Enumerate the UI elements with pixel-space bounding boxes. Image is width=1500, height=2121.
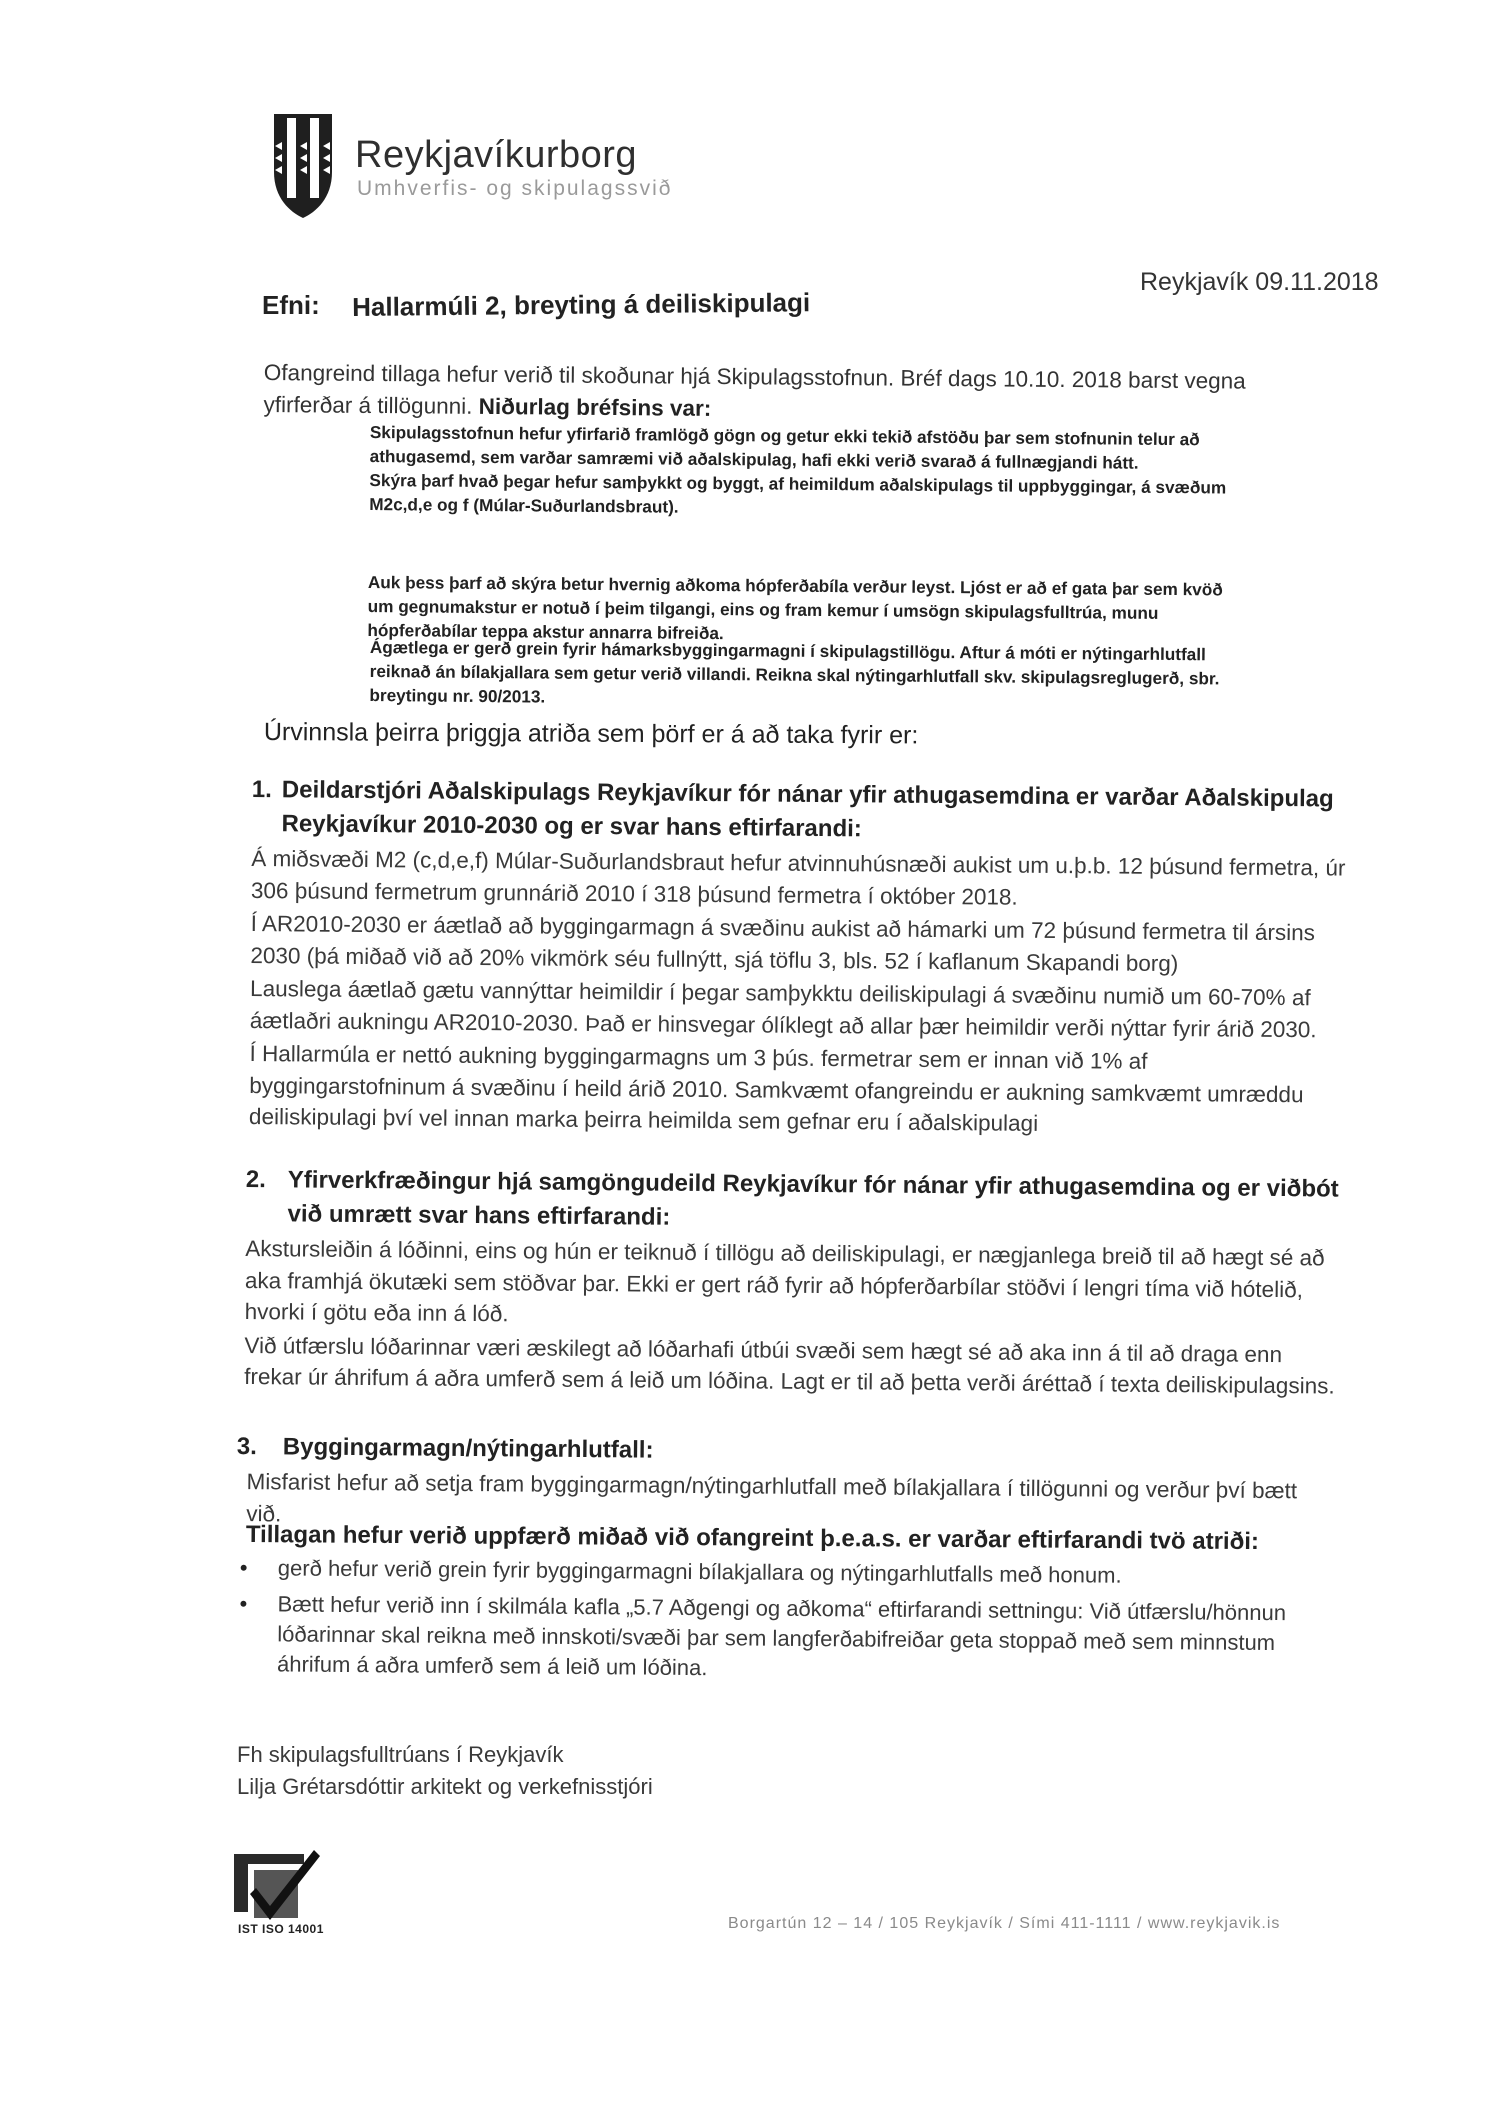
section-1 <box>249 773 1352 1142</box>
quote-block-3 <box>369 635 1230 715</box>
quote-paragraph: Ágætlega er gerð grein fyrir hámarksbyggingarmagni í skipulagstillögu. Aftur á móti er nýtingarhlutfall reiknað án bílakjallara sem getur verið villandi. Reikna skal nýtingarhlutfall skv. skipulagsreglugerð, sbr. breytingu nr. 90/2013. <box>369 636 1220 707</box>
certification-label: IST ISO 14001 <box>238 1922 324 1936</box>
subject-title: Hallarmúli 2, breyting á deiliskipulagi <box>352 287 811 322</box>
signature-name: Lilja Grétarsdóttir arkitekt og verkefnisstjóri <box>237 1774 653 1799</box>
organization-department: Umhverfis- og skipulagssvið <box>357 177 673 200</box>
signature-line: Fh skipulagsfulltrúans í Reykjavík <box>237 1742 564 1767</box>
section-paragraph: Í Hallarmúla er nettó aukning byggingarmagns um 3 þús. fermetrar sem er innan við 1% af byggingarstofninum á svæðinu í heild árið 2010. Samkvæmt ofangreindu er aukning samkvæmt umræddu deiliskipulagi því vel innan marka þeirra heimilda sem gefnar eru í aðalskipulagi <box>248 1040 1304 1136</box>
list-item <box>236 1553 1316 1592</box>
signature-block <box>237 1739 653 1803</box>
quote-paragraph: Auk þess þarf að skýra betur hvernig aðkoma hópferðabíla verður leyst. Ljóst er að ef gata þar sem kvöð um gegnumakstur er notuð í þeim tilgangi, eins og fram kemur í umsögn skipulagsfulltrúa, munu hópferðabílar teppa akstur annarra bifreiða. <box>367 571 1223 644</box>
bullet-icon: • <box>239 1555 248 1581</box>
list-item-text: gerð hefur verið grein fyrir byggingarmagni bílakjallara og nýtingarhlutfalls með honum. <box>277 1555 1122 1588</box>
subject-label: Efni: <box>262 290 320 320</box>
reykjavik-crest-icon <box>270 112 336 220</box>
section-title: Deildarstjóri Aðalskipulags Reykjavíkur fór nánar yfir athugasemdina er varðar Aðalskipulag Reykjavíkur 2010-2030 og er svar hans eftirfarandi: <box>281 776 1334 843</box>
section-2 <box>244 1163 1346 1402</box>
section-number: 3. <box>236 1432 257 1461</box>
section-paragraph: Við útfærslu lóðarinnar væri æskilegt að lóðarhafi útbúi svæði sem hægt sé að aka inn á til að draga enn frekar úr áhrifum á aðra umferð sem á leið um lóðina. Lagt er til að þetta verði áréttað í texta deiliskipulagsins. <box>244 1332 1335 1399</box>
section-paragraph: Akstursleiðin á lóðinni, eins og hún er teiknuð í tillögu að deiliskipulagi, er nægjanlega breið til að hægt sé að aka framhjá ökutæki sem stöðvar þar. Ekki er gert ráð fyrir að hópferðarbílar stöðvi í lengri tíma við hótelið, hvorki í götu eða inn á lóð. <box>244 1235 1325 1327</box>
quote-block-1 <box>369 420 1230 524</box>
intro-bold-text: Niðurlag bréfsins var: <box>478 393 712 421</box>
organization-name: Reykjavíkurborg <box>355 134 638 176</box>
bullet-icon: • <box>239 1591 248 1617</box>
place-and-date: Reykjavík 09.11.2018 <box>1140 268 1379 296</box>
section-number: 1. <box>251 775 272 804</box>
intro-text: Ofangreind tillaga hefur verið til skoðunar hjá Skipulagsstofnun. Bréf dags 10.10. 2018 barst vegna yfirferðar á tillögunni. <box>263 359 1246 419</box>
section-number: 2. <box>245 1165 266 1194</box>
quote-paragraph: Skýra þarf hvað þegar hefur samþykkt og byggt, af heimildum aðalskipulags til uppbyggingar, á svæðum M2c,d,e og f (Múlar-Suðurlandsbraut). <box>369 469 1227 517</box>
intro-paragraph <box>263 357 1334 430</box>
quote-paragraph: Skipulagsstofnun hefur yfirfarið framlögð gögn og getur ekki tekið afstöðu þar sem stofnunin telur að athugasemd, sem varðar samræmi við aðalskipulag, hafi ekki verið svarað á fullnægjandi hátt. <box>369 421 1200 473</box>
list-item <box>235 1589 1316 1688</box>
section-paragraph: Lauslega áætlað gætu vannýttar heimildir í þegar samþykktu deiliskipulagi á svæðinu numið um 60-70% af áætlaðri aukningu AR2010-2030. Það er hinsvegar ólíklegt að allar þær heimildir verði nýttar fyrir árið 2030. <box>249 975 1317 1042</box>
processing-heading: Úrvinnsla þeirra þriggja atriða sem þörf er á að taka fyrir er: <box>263 717 919 750</box>
section-title: Byggingarmagn/nýtingarhlutfall: <box>282 1433 654 1464</box>
footer-address: Borgartún 12 – 14 / 105 Reykjavík / Sími 411-1111 / www.reykjavik.is <box>728 1915 1281 1932</box>
update-bullet-list <box>235 1553 1316 1694</box>
update-title: Tillagan hefur verið uppfærð miðað við ofangreint þ.e.a.s. er varðar eftirfarandi tvö atriði: <box>245 1520 1260 1556</box>
list-item-text: Bætt hefur verið inn í skilmála kafla „5.7 Aðgengi og aðkoma“ eftirfarandi settningu: Við útfærslu/hönnun lóðarinnar skal reikna með innskoti/svæði þar sem langferðabifreiðar geta stoppað með sem minnstum áhrifum á aðra umferð sem á leið um lóðina. <box>276 1591 1287 1681</box>
section-paragraph: Misfarist hefur að setja fram byggingarmagn/nýtingarhlutfall með bílakjallara í tillögunni og verður því bætt við. <box>246 1469 1298 1526</box>
section-paragraph: Í AR2010-2030 er áætlað að byggingarmagn á svæðinu aukist að hámarki um 72 þúsund fermetra til ársins 2030 (þá miðað við að 20% vikmörk séu fullnýtt, sjá töflu 3, bls. 52 í kaflanum Skapandi borg) <box>250 910 1316 976</box>
section-paragraph: Á miðsvæði M2 (c,d,e,f) Múlar-Suðurlandsbraut hefur atvinnuhúsnæði aukist um u.þ.b. 12 þúsund fermetra, úr 306 þúsund fermetrum grunnárið 2010 í 318 þúsund fermetra í október 2018. <box>250 845 1346 910</box>
section-title: Yfirverkfræðingur hjá samgöngudeild Reykjavíkur fór nánar yfir athugasemdina og er viðbót við umrætt svar hans eftirfarandi: <box>287 1166 1339 1231</box>
